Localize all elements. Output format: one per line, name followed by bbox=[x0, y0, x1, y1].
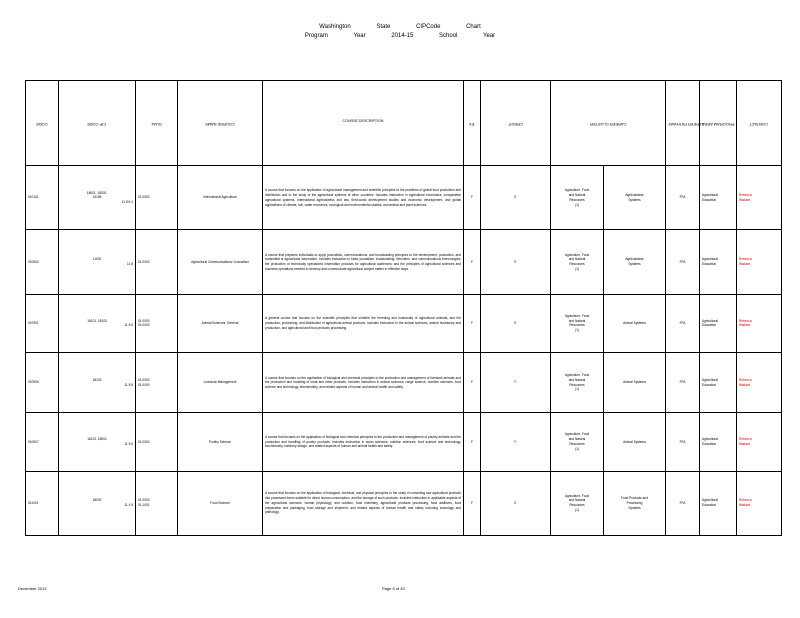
course-description: A course that focuses on the application of biological, chemical, and physical principles to the study of converting raw agricultural products into processed forms suitable for direct human consumption, and the storage of such products. Includes instruction in applicable aspects of the agricultural sciences, human physiology, and nutrition, food chemistry, agricultural products processing, food additives, food preparation and packaging, food storage and shipment, and related aspects of human health and safety including toxicology and pathology. bbox=[263, 471, 464, 535]
cip-code: 01.0000 01.0000 bbox=[136, 353, 178, 413]
student-org: FFA bbox=[666, 230, 700, 294]
header-description: COURSE DESCRIPTION bbox=[263, 81, 464, 166]
alt-codes: 18001, 18002, 24155 11 8 6 4 bbox=[59, 166, 136, 230]
career-pathway: Animal Systems bbox=[604, 353, 666, 413]
program-area: Agricultural Education bbox=[700, 471, 737, 535]
student-org: FFA bbox=[666, 353, 700, 413]
alt-codes: 18102, 18001 11 8 6 bbox=[59, 413, 136, 471]
header-course-name: COURSE NAME bbox=[178, 81, 263, 166]
header-contact: CONTACT bbox=[737, 81, 782, 166]
course-code: 010907 bbox=[26, 413, 59, 471]
ex-flag: F bbox=[464, 294, 481, 352]
title-word: 2014-15 bbox=[391, 33, 414, 39]
ex-flag: F bbox=[464, 413, 481, 471]
program-area: Agricultural Education bbox=[700, 353, 737, 413]
student-org: FFA bbox=[666, 166, 700, 230]
course-code: 010101 bbox=[26, 166, 59, 230]
title-word: Chart bbox=[466, 24, 481, 30]
header-credit: CREDIT bbox=[481, 81, 551, 166]
table-row bbox=[26, 166, 782, 230]
course-description: A course that focuses on the application of biological and chemical principles to the production and management of poultry animals and the production and handling of poultry products. Includes instruction in avian sciences, nutrition sciences, food science and technology, biochemistry, hatchery design, and related aspects of human and animal health and safety. bbox=[263, 413, 464, 471]
course-code: 010906 bbox=[26, 353, 59, 413]
career-cluster: Agriculture, Food and Natural Resources (1) bbox=[551, 166, 604, 230]
header-code: CODE bbox=[26, 81, 59, 166]
cip-code-table bbox=[25, 80, 782, 536]
header-cluster: CAREER CLUSTER bbox=[551, 81, 666, 166]
course-name: Animal Sciences, General bbox=[178, 294, 263, 352]
contact-name: Rebecca Wallace bbox=[737, 471, 782, 535]
footer-page: Page 5 of 43 bbox=[382, 586, 405, 591]
cip-code: 01.0000 bbox=[136, 230, 178, 294]
title-word: CIPCode bbox=[416, 24, 441, 30]
program-area: Agricultural Education bbox=[700, 413, 737, 471]
program-area: Agricultural Education bbox=[700, 294, 737, 352]
course-description: A course that focuses on the application of agricultural management and scientific principles to the problems of global food production and distribution and to the study of the agricultural systems of other countries. Includes instruction in agricultural economics, comparative agricultural systems, international agribusiness and law, third-world development studies and economic development, and global applications of climate, soil, water resources, ecological and environmental studies, and animal and plant sciences. bbox=[263, 166, 464, 230]
course-name: Food Science bbox=[178, 471, 263, 535]
header-dual: DUAL bbox=[136, 81, 178, 166]
credit-flag: E bbox=[481, 230, 551, 294]
career-cluster: Agriculture, Food and Natural Resources (1) bbox=[551, 353, 604, 413]
student-org: FFA bbox=[666, 471, 700, 535]
alt-codes: 11002 11 8 bbox=[59, 230, 136, 294]
career-cluster: Agriculture, Food and Natural Resources (1) bbox=[551, 471, 604, 535]
ex-flag: F bbox=[464, 353, 481, 413]
course-name: Livestock Management bbox=[178, 353, 263, 413]
title-line-2 bbox=[0, 33, 800, 39]
ex-flag: F bbox=[464, 471, 481, 535]
header-pathway: CAREER PATHWAY bbox=[666, 81, 700, 166]
student-org: FFA bbox=[666, 294, 700, 352]
course-name: Poultry Science bbox=[178, 413, 263, 471]
title-word: School bbox=[439, 33, 458, 39]
career-cluster: Agriculture, Food and Natural Resources (1) bbox=[551, 230, 604, 294]
career-cluster: Agriculture, Food and Natural Resources (1) bbox=[551, 294, 604, 352]
career-cluster: Agriculture, Food and Natural Resources (1) bbox=[551, 413, 604, 471]
ex-flag: F bbox=[464, 230, 481, 294]
student-org: FFA bbox=[666, 413, 700, 471]
course-description: A general course that focuses on the scientific principles that underlie the breeding and husbandry of agricultural animals, and the production, processing, and distribution of agricultural animal products. Includes instruction in the animal sciences, animal husbandry and production, and agricultural and food products processing. bbox=[263, 294, 464, 352]
contact-name: Rebecca Wallace bbox=[737, 413, 782, 471]
footer-date: December 2013 bbox=[18, 586, 47, 591]
title-word: State bbox=[376, 24, 391, 30]
contact-name: Rebecca Wallace bbox=[737, 294, 782, 352]
course-code: 010802 bbox=[26, 230, 59, 294]
ex-flag: F bbox=[464, 166, 481, 230]
contact-name: Rebecca Wallace bbox=[737, 353, 782, 413]
course-name: Agricultural Communications/ Journalism bbox=[178, 230, 263, 294]
table-row bbox=[26, 230, 782, 294]
title-line-1 bbox=[0, 24, 800, 30]
title-word: Year bbox=[483, 33, 496, 39]
table-row bbox=[26, 471, 782, 535]
title-word: Program bbox=[304, 33, 328, 39]
table-row bbox=[26, 294, 782, 352]
header-program: PROGRAM AREA bbox=[700, 81, 737, 166]
table-row bbox=[26, 353, 782, 413]
career-pathway: Agribusiness Systems bbox=[604, 166, 666, 230]
header-cip: CIP CODE bbox=[59, 81, 136, 166]
career-pathway: Animal Systems bbox=[604, 413, 666, 471]
table-header-row bbox=[26, 81, 782, 166]
alt-codes: 18103 11 8 6 bbox=[59, 353, 136, 413]
course-code: 011001 bbox=[26, 471, 59, 535]
contact-name: Rebecca Wallace bbox=[737, 166, 782, 230]
credit-flag: E bbox=[481, 471, 551, 535]
course-code: 010901 bbox=[26, 294, 59, 352]
career-pathway: Animal Systems bbox=[604, 294, 666, 352]
credit-flag: E bbox=[481, 294, 551, 352]
course-name: International Agriculture bbox=[178, 166, 263, 230]
program-area: Agricultural Education bbox=[700, 230, 737, 294]
cip-code: 01.0000 01.1001 bbox=[136, 471, 178, 535]
alt-codes: 18002 11 4 5 bbox=[59, 471, 136, 535]
course-description: A course that prepares individuals to apply journalistic, communications, and broadcasting principles to the development, production, and transmittal of agricultural information. Includes instruction in basic journalism, broadcasting, film/video, and communications technologies; the production of technically specialized information products for agricultural audiences; and the principles of agricultural sciences and business operations needed to develop and communicate agricultural subject matter in effective ways. bbox=[263, 230, 464, 294]
table-row bbox=[26, 413, 782, 471]
credit-flag: E bbox=[481, 166, 551, 230]
cip-code: 01.0000 01.0000 bbox=[136, 294, 178, 352]
cip-code: 01.0000 bbox=[136, 413, 178, 471]
title-word: Washington bbox=[319, 24, 351, 30]
header-ex: EX bbox=[464, 81, 481, 166]
credit-flag: P bbox=[481, 413, 551, 471]
cip-code: 01.0000 bbox=[136, 166, 178, 230]
title-word: Year bbox=[353, 33, 366, 39]
career-pathway: Food Products and Processing Systems bbox=[604, 471, 666, 535]
career-pathway: Agribusiness Systems bbox=[604, 230, 666, 294]
course-description: A course that focuses on the application of biological and chemical principles to the production and management of livestock animals and the production and handling of meat and other products. Includes instruction in animal sciences, range science, nutrition sciences, food science and technology, biochemistry, and related aspects of human and animal health and safety. bbox=[263, 353, 464, 413]
contact-name: Rebecca Wallace bbox=[737, 230, 782, 294]
credit-flag: P bbox=[481, 353, 551, 413]
alt-codes: 18101, 18103 11 8 6 bbox=[59, 294, 136, 352]
program-area: Agricultural Education bbox=[700, 166, 737, 230]
